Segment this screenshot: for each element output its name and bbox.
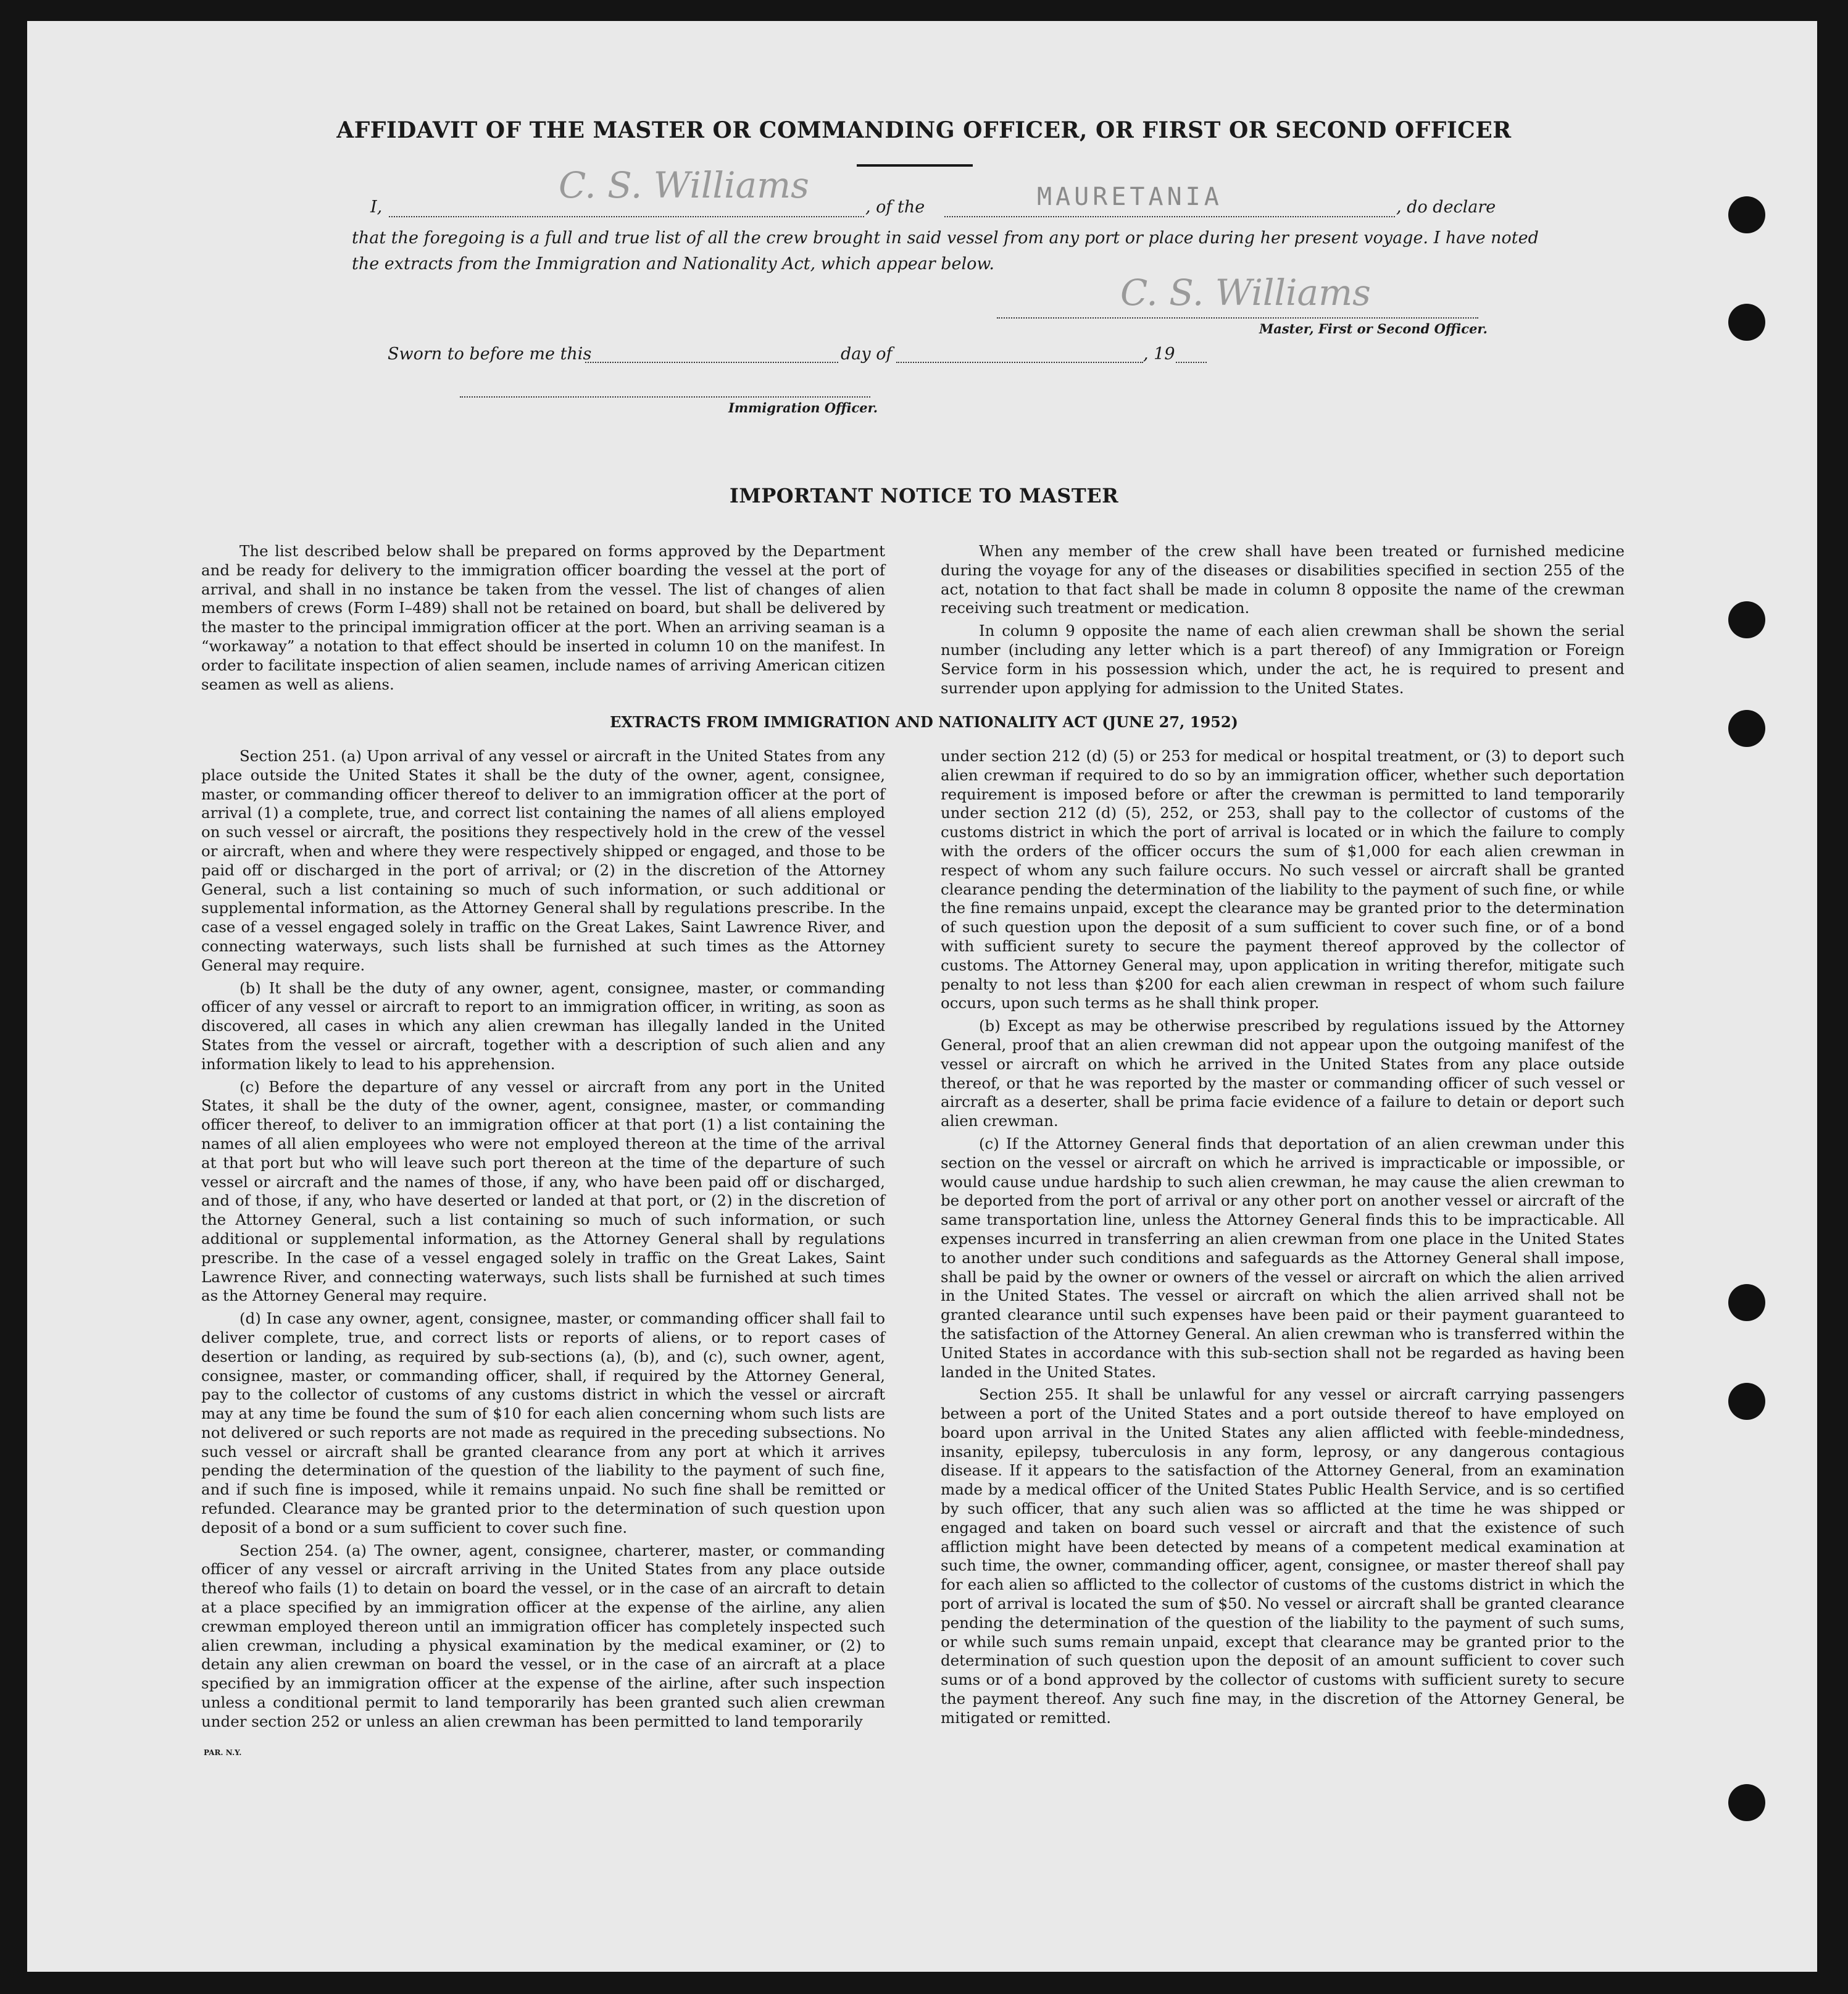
punch-hole xyxy=(1728,1284,1765,1321)
punch-hole xyxy=(1728,1784,1765,1821)
printer-mark: PAR. N.Y. xyxy=(204,1748,242,1757)
section-254-a-cont: under section 212 (d) (5) or 253 for medical or hospital treatment, or (3) to deport such alien crewman if required to do so by an immigration officer, whether such deportation requirement is imposed before or after the crewman is permitted to land temporarily under section 212 (d) (5), 252, or 253, shall pay to the collector of customs of the customs district in which the port of arrival is located or in which the failure to comply with the orders of the officer occurs the sum of $1,000 for each alien crewman in respect of whom any such failure occurs. No such vessel or aircraft shall be granted clearance pending the determination of the liability to the payment of such fine, or while the fine remains unpaid, except the clearance may be granted prior to the determination of such question upon the deposit of a sum sufficient to cover such fine, or of a bond with sufficient surety to secure the payment thereof approved by the collector of customs. The Attorney General may, upon application in writing therefor, mitigate such penalty to not less than $200 for each alien crewman in respect of whom such failure occurs, upon such terms as he shall think proper. xyxy=(941,747,1625,1012)
signature-name: C. S. Williams xyxy=(559,164,809,206)
master-line xyxy=(997,317,1478,319)
statement-line-2: the extracts from the Immigration and Nationality Act, which appear below. xyxy=(352,254,994,273)
vessel-line xyxy=(944,216,1395,217)
title-rule xyxy=(857,164,973,167)
section-254-b: (b) Except as may be otherwise prescribed by regulations issued by the Attorney General, proof that an alien crewman did not appear upon the outgoing manifest of the vessel or aircraft on which he arrived in the United States from any place outside thereof, or that he was reported by the master or commanding officer of such vessel or aircraft as a deserter, shall be prima facie evidence of a failure to detain or deport such alien crewman. xyxy=(941,1017,1625,1130)
vessel-name: MAURETANIA xyxy=(1037,183,1223,211)
section-255: Section 255. It shall be unlawful for any vessel or aircraft carrying passengers between a port of the United States and a port outside thereof to have employed on board upon arrival in the United States any alien afflicted with feeble-mindedness, insanity, epilepsy, tuberculosis in any form, leprosy, or any dangerous contagious disease. If it appears to the satisfaction of the Attorney General, from an examination made by a medical officer of the United States Public Health Service, and is so certified by such officer, that any such alien was so afflicted at the time he was shipped or engaged and taken on board such vessel or aircraft and that the existence of such affliction might have been detected by means of a competent medical examination at such time, the owner, commanding officer, agent, consignee, or master thereof shall pay for each alien so afflicted to the collector of customs of the customs district in which the port of arrival is located the sum of $50. No vessel or aircraft shall be granted clearance pending the determination of the question of the liability to the payment of such sums, or while such sums remain unpaid, except that clearance may be granted prior to the determination of such question upon the deposit of an amount sufficient to cover such sums or of a bond approved by the collector of customs with sufficient surety to secure the payment thereof. Any such fine may, in the discretion of the Attorney General, be mitigated or remitted. xyxy=(941,1385,1625,1727)
section-254-c: (c) If the Attorney General finds that deportation of an alien crewman under this section on the vessel or aircraft on which he arrived is impracticable or impossible, or would cause undue hardship to such alien crewman, he may cause the alien crewman to be deported from the port of arrival or any other port on another vessel or aircraft of the same transportation line, unless the Attorney General finds this to be impracticable. All expenses incurred in transferring an alien crewman from one place in the United States to another under such conditions and safeguards as the Attorney General shall impose, shall be paid by the owner or owners of the vessel or aircraft on which the alien arrived in the United States. The vessel or aircraft on which the alien arrived shall not be granted clearance until such expenses have been paid or their payment guaranteed to the satisfaction of the Attorney General. An alien crewman who is transferred within the United States in accordance with this sub-section shall not be regarded as having been landed in the United States. xyxy=(941,1134,1625,1381)
sworn-label: Sworn to before me this xyxy=(388,344,592,364)
affidavit-title: AFFIDAVIT OF THE MASTER OR COMMANDING OFFICER, OR FIRST OR SECOND OFFICER xyxy=(336,117,1512,143)
notice-right-paragraph-1: When any member of the crew shall have been treated or furnished medicine during the voyage for any of the diseases or disabilities specified in section 255 of the act, notation to that fact shall be made in column 8 opposite the name of the crewman receiving such treatment or medication. xyxy=(941,542,1625,617)
master-label: Master, First or Second Officer. xyxy=(1259,321,1488,336)
sworn-year-line xyxy=(1176,362,1207,363)
notice-left-column xyxy=(201,542,885,698)
master-signature: C. S. Williams xyxy=(1120,272,1371,314)
immigration-officer-line xyxy=(460,396,870,398)
punch-hole xyxy=(1728,601,1765,638)
name-line xyxy=(389,216,864,217)
sworn-month-line xyxy=(896,362,1143,363)
punch-hole xyxy=(1728,304,1765,341)
year-label: , 19 xyxy=(1143,344,1175,364)
punch-hole xyxy=(1728,1383,1765,1420)
do-declare-label: , do declare xyxy=(1396,198,1496,217)
notice-left-paragraph: The list described below shall be prepared on forms approved by the Department and be ready for delivery to the immigration officer boarding the vessel at the port of arrival, and shall in no instance be taken from the vessel. The list of changes of alien members of crews (Form I–489) shall not be retained on board, but shall be delivered by the master to the principal immigration officer at the port. When an arriving seaman is a “workaway” a notation to that effect should be inserted in column 10 on the manifest. In order to facilitate inspection of alien seamen, include names of arriving American citizen seamen as well as aliens. xyxy=(201,542,885,693)
sworn-day-line xyxy=(585,362,838,363)
section-251-d: (d) In case any owner, agent, consignee, master, or commanding officer shall fail to deliver complete, true, and correct lists or reports of aliens, or to report cases of desertion or landing, as required by sub-sections (a), (b), and (c), such owner, agent, consignee, master, or commanding officer, shall, if required by the Attorney General, pay to the collector of customs of any customs district in which the vessel or aircraft may at any time be found the sum of $10 for each alien concerning whom such lists are not delivered or such reports are not made as required in the preceding subsections. No such vessel or aircraft shall be granted clearance from any port at which it arrives pending the determination of the question of the liability to the payment of such fine, and if such fine is imposed, while it remains unpaid. No such fine shall be remitted or refunded. Clearance may be granted prior to the determination of such question upon deposit of a bond or a sum sufficient to cover such fine. xyxy=(201,1309,885,1537)
notice-title: IMPORTANT NOTICE TO MASTER xyxy=(729,484,1119,507)
day-of-label: day of xyxy=(841,344,893,364)
i-label: I, xyxy=(370,198,383,217)
extracts-title: EXTRACTS FROM IMMIGRATION AND NATIONALITY ACT (JUNE 27, 1952) xyxy=(610,713,1238,731)
of-the-label: , of the xyxy=(865,198,925,217)
notice-right-paragraph-2: In column 9 opposite the name of each alien crewman shall be shown the serial number (including any letter which is a part thereof) of any Immigration or Foreign Service form in his possession which, under the act, he is required to present and surrender upon applying for admission to the United States. xyxy=(941,622,1625,697)
statement-line-1: that the foregoing is a full and true list of all the crew brought in said vessel from any port or place during her present voyage. I have noted xyxy=(352,228,1539,248)
section-251-b: (b) It shall be the duty of any owner, agent, consignee, master, or commanding officer of any vessel or aircraft to report to an immigration officer, in writing, as soon as discovered, all cases in which any alien crewman has illegally landed in the United States from the vessel or aircraft, together with a description of such alien and any information likely to lead to his apprehension. xyxy=(201,978,885,1073)
punch-hole xyxy=(1728,196,1765,233)
section-254-a: Section 254. (a) The owner, agent, consignee, charterer, master, or commanding officer of any vessel or aircraft arriving in the United States from any place outside thereof who fails (1) to detain on board the vessel, or in the case of an aircraft to detain at a place specified by an immigration officer at the expense of the airline, any alien crewman employed thereon until an immigration officer has completely inspected such alien crewman, including a physical examination by the medical examiner, or (2) to detain any alien crewman on board the vessel, or in the case of an aircraft at a place specified by an immigration officer at the expense of the airline, after such inspection unless a conditional permit to land temporarily has been granted such alien crewman under section 252 or unless an alien crewman has been permitted to land temporarily xyxy=(201,1541,885,1730)
section-251-c: (c) Before the departure of any vessel or aircraft from any port in the United States, it shall be the duty of the owner, agent, consignee, master, or commanding officer thereof, to deliver to an immigration officer at that port (1) a list containing the names of all alien employees who were not employed thereon at the time of the arrival at that port but who will leave such port thereon at the time of the departure of such vessel or aircraft and the names of those, if any, who have been paid off or discharged, and of those, if any, who have deserted or landed at that port, or (2) in the discretion of the Attorney General, such a list containing so much of such information, or such additional or supplemental information, as the Attorney General shall by regulations prescribe. In the case of a vessel engaged solely in traffic on the Great Lakes, Saint Lawrence River, and connecting waterways, such lists shall be furnished at such times as the Attorney General may require. xyxy=(201,1077,885,1305)
extracts-right-column xyxy=(941,747,1625,1732)
extracts-left-column xyxy=(201,747,885,1735)
section-251-a: Section 251. (a) Upon arrival of any vessel or aircraft in the United States from any place outside the United States it shall be the duty of the owner, agent, consignee, master, or commanding officer thereof to deliver to an immigration officer at the port of arrival (1) a complete, true, and correct list containing the names of all aliens employed on such vessel or aircraft, the positions they respectively hold in the crew of the vessel or aircraft, when and where they were respectively shipped or engaged, and those to be paid off or discharged in the port of arrival; or (2) in the discretion of the Attorney General, such a list containing so much of such information, or such additional or supplemental information, as the Attorney General shall by regulations prescribe. In the case of a vessel engaged solely in traffic on the Great Lakes, Saint Lawrence River, and connecting waterways, such lists shall be furnished at such times as the Attorney General may require. xyxy=(201,747,885,974)
notice-right-column xyxy=(941,542,1625,701)
immigration-officer-label: Immigration Officer. xyxy=(728,400,878,415)
